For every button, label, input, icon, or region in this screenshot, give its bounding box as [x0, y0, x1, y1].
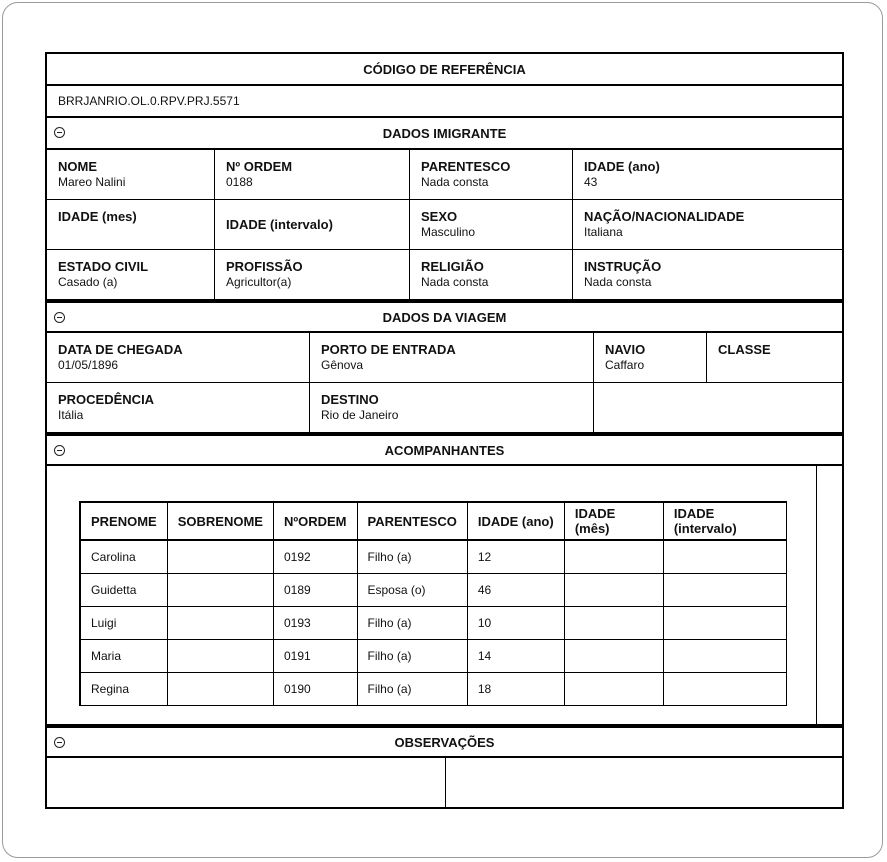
field-ordem: [215, 150, 410, 199]
table-row: [80, 540, 787, 574]
field-value: Agricultor(a): [226, 275, 292, 289]
col-sobrenome: SOBRENOME: [167, 502, 273, 540]
field-label: IDADE (ano): [584, 159, 660, 174]
field-nome: [47, 150, 215, 199]
field-value: Nada consta: [584, 275, 652, 289]
field-porto: [310, 333, 594, 382]
col-idade-mes: IDADE (mês): [564, 502, 663, 540]
col-prenome: PRENOME: [80, 502, 167, 540]
cell: [663, 607, 786, 640]
cell: 0191: [273, 640, 357, 673]
cell: [564, 574, 663, 607]
codigo-header: [47, 54, 842, 86]
cell: [167, 673, 273, 706]
field-religiao: [410, 250, 573, 299]
observacoes-header[interactable]: [47, 726, 842, 758]
imigrante-title: DADOS IMIGRANTE: [382, 125, 507, 141]
field-label: NOME: [58, 159, 97, 174]
viagem-header[interactable]: [47, 301, 842, 333]
acompanhantes-title: ACOMPANHANTES: [384, 442, 505, 458]
table-row: [80, 607, 787, 640]
field-procedencia: [47, 383, 310, 432]
codigo-value: BRRJANRIO.OL.0.RPV.PRJ.5571: [47, 86, 842, 118]
cell: Carolina: [80, 540, 167, 574]
field-label: IDADE (intervalo): [226, 217, 333, 232]
cell: [167, 540, 273, 574]
field-label: PARENTESCO: [421, 159, 511, 174]
cell: [167, 640, 273, 673]
field-label: INSTRUÇÃO: [584, 259, 662, 274]
field-label: CLASSE: [718, 342, 771, 357]
field-idade-intervalo: [215, 200, 410, 249]
field-sexo: [410, 200, 573, 249]
observacoes-left: [47, 758, 446, 807]
field-label: NAÇÃO/NACIONALIDADE: [584, 209, 745, 224]
acompanhantes-header[interactable]: [47, 434, 842, 466]
field-destino: [310, 383, 594, 432]
field-idade-ano: [573, 150, 842, 199]
field-value: Itália: [58, 408, 84, 422]
field-value: Nada consta: [421, 275, 489, 289]
viagem-row-1: [47, 333, 842, 383]
field-value: Rio de Janeiro: [321, 408, 399, 422]
cell: [564, 540, 663, 574]
table-row: [80, 640, 787, 673]
field-value: 01/05/1896: [58, 358, 119, 372]
cell: [564, 673, 663, 706]
field-value: 43: [584, 175, 598, 189]
col-ordem: NºORDEM: [273, 502, 357, 540]
imigrante-row-1: [47, 150, 842, 200]
collapse-icon[interactable]: [54, 445, 65, 456]
scrollbar[interactable]: [816, 466, 842, 724]
cell: 0190: [273, 673, 357, 706]
cell: [663, 640, 786, 673]
field-label: IDADE (mes): [58, 209, 137, 224]
cell: [167, 574, 273, 607]
field-label: NAVIO: [605, 342, 646, 357]
cell: 0192: [273, 540, 357, 574]
cell: 0193: [273, 607, 357, 640]
field-value: Masculino: [421, 225, 476, 239]
observacoes-panel: [47, 758, 842, 807]
field-value: Italiana: [584, 225, 623, 239]
field-label: PROFISSÃO: [226, 259, 303, 274]
cell: Luigi: [80, 607, 167, 640]
field-idade-mes: [47, 200, 215, 249]
field-instrucao: [573, 250, 842, 299]
cell: [564, 640, 663, 673]
cell: Filho (a): [357, 673, 467, 706]
cell: 0189: [273, 574, 357, 607]
col-parentesco: PARENTESCO: [357, 502, 467, 540]
cell: 14: [467, 640, 564, 673]
table-row: [80, 574, 787, 607]
table-row: [80, 673, 787, 706]
viagem-row-2: [47, 383, 842, 434]
imigrante-header[interactable]: [47, 118, 842, 150]
field-label: ESTADO CIVIL: [58, 259, 149, 274]
collapse-icon[interactable]: [54, 127, 65, 138]
cell: Regina: [80, 673, 167, 706]
cell: 10: [467, 607, 564, 640]
cell: Filho (a): [357, 540, 467, 574]
record-form: [45, 52, 844, 809]
observacoes-title: OBSERVAÇÕES: [394, 734, 495, 750]
field-nacionalidade: [573, 200, 842, 249]
field-value: Mareo Nalini: [58, 175, 126, 189]
field-label: PORTO DE ENTRADA: [321, 342, 456, 357]
field-data-chegada: [47, 333, 310, 382]
field-navio: [594, 333, 707, 382]
imigrante-row-2: [47, 200, 842, 250]
col-idade-ano: IDADE (ano): [467, 502, 564, 540]
field-profissao: [215, 250, 410, 299]
viagem-title: DADOS DA VIAGEM: [382, 309, 507, 325]
codigo-title: CÓDIGO DE REFERÊNCIA: [363, 61, 526, 77]
cell: 46: [467, 574, 564, 607]
imigrante-row-3: [47, 250, 842, 301]
collapse-icon[interactable]: [54, 312, 65, 323]
field-value: Caffaro: [605, 358, 645, 372]
table-header-row: [80, 502, 787, 540]
acompanhantes-panel: [47, 466, 842, 726]
field-value: Nada consta: [421, 175, 489, 189]
cell: [663, 673, 786, 706]
field-label: SEXO: [421, 209, 458, 224]
field-empty: [594, 383, 842, 432]
cell: 12: [467, 540, 564, 574]
col-idade-intervalo: IDADE (intervalo): [663, 502, 786, 540]
field-label: PROCEDÊNCIA: [58, 392, 155, 407]
field-value: 0188: [226, 175, 253, 189]
field-label: DESTINO: [321, 392, 379, 407]
field-label: RELIGIÃO: [421, 259, 484, 274]
cell: Filho (a): [357, 607, 467, 640]
cell: [564, 607, 663, 640]
cell: Guidetta: [80, 574, 167, 607]
field-value: Gênova: [321, 358, 364, 372]
cell: 18: [467, 673, 564, 706]
cell: Maria: [80, 640, 167, 673]
cell: [167, 607, 273, 640]
cell: [663, 574, 786, 607]
acompanhantes-table: [79, 501, 787, 706]
field-label: Nº ORDEM: [226, 159, 293, 174]
field-label: DATA DE CHEGADA: [58, 342, 183, 357]
collapse-icon[interactable]: [54, 737, 65, 748]
observacoes-right: [446, 758, 842, 807]
field-estado-civil: [47, 250, 215, 299]
cell: Filho (a): [357, 640, 467, 673]
field-parentesco: [410, 150, 573, 199]
cell: Esposa (o): [357, 574, 467, 607]
field-value: Casado (a): [58, 275, 118, 289]
field-classe: [707, 333, 842, 382]
cell: [663, 540, 786, 574]
